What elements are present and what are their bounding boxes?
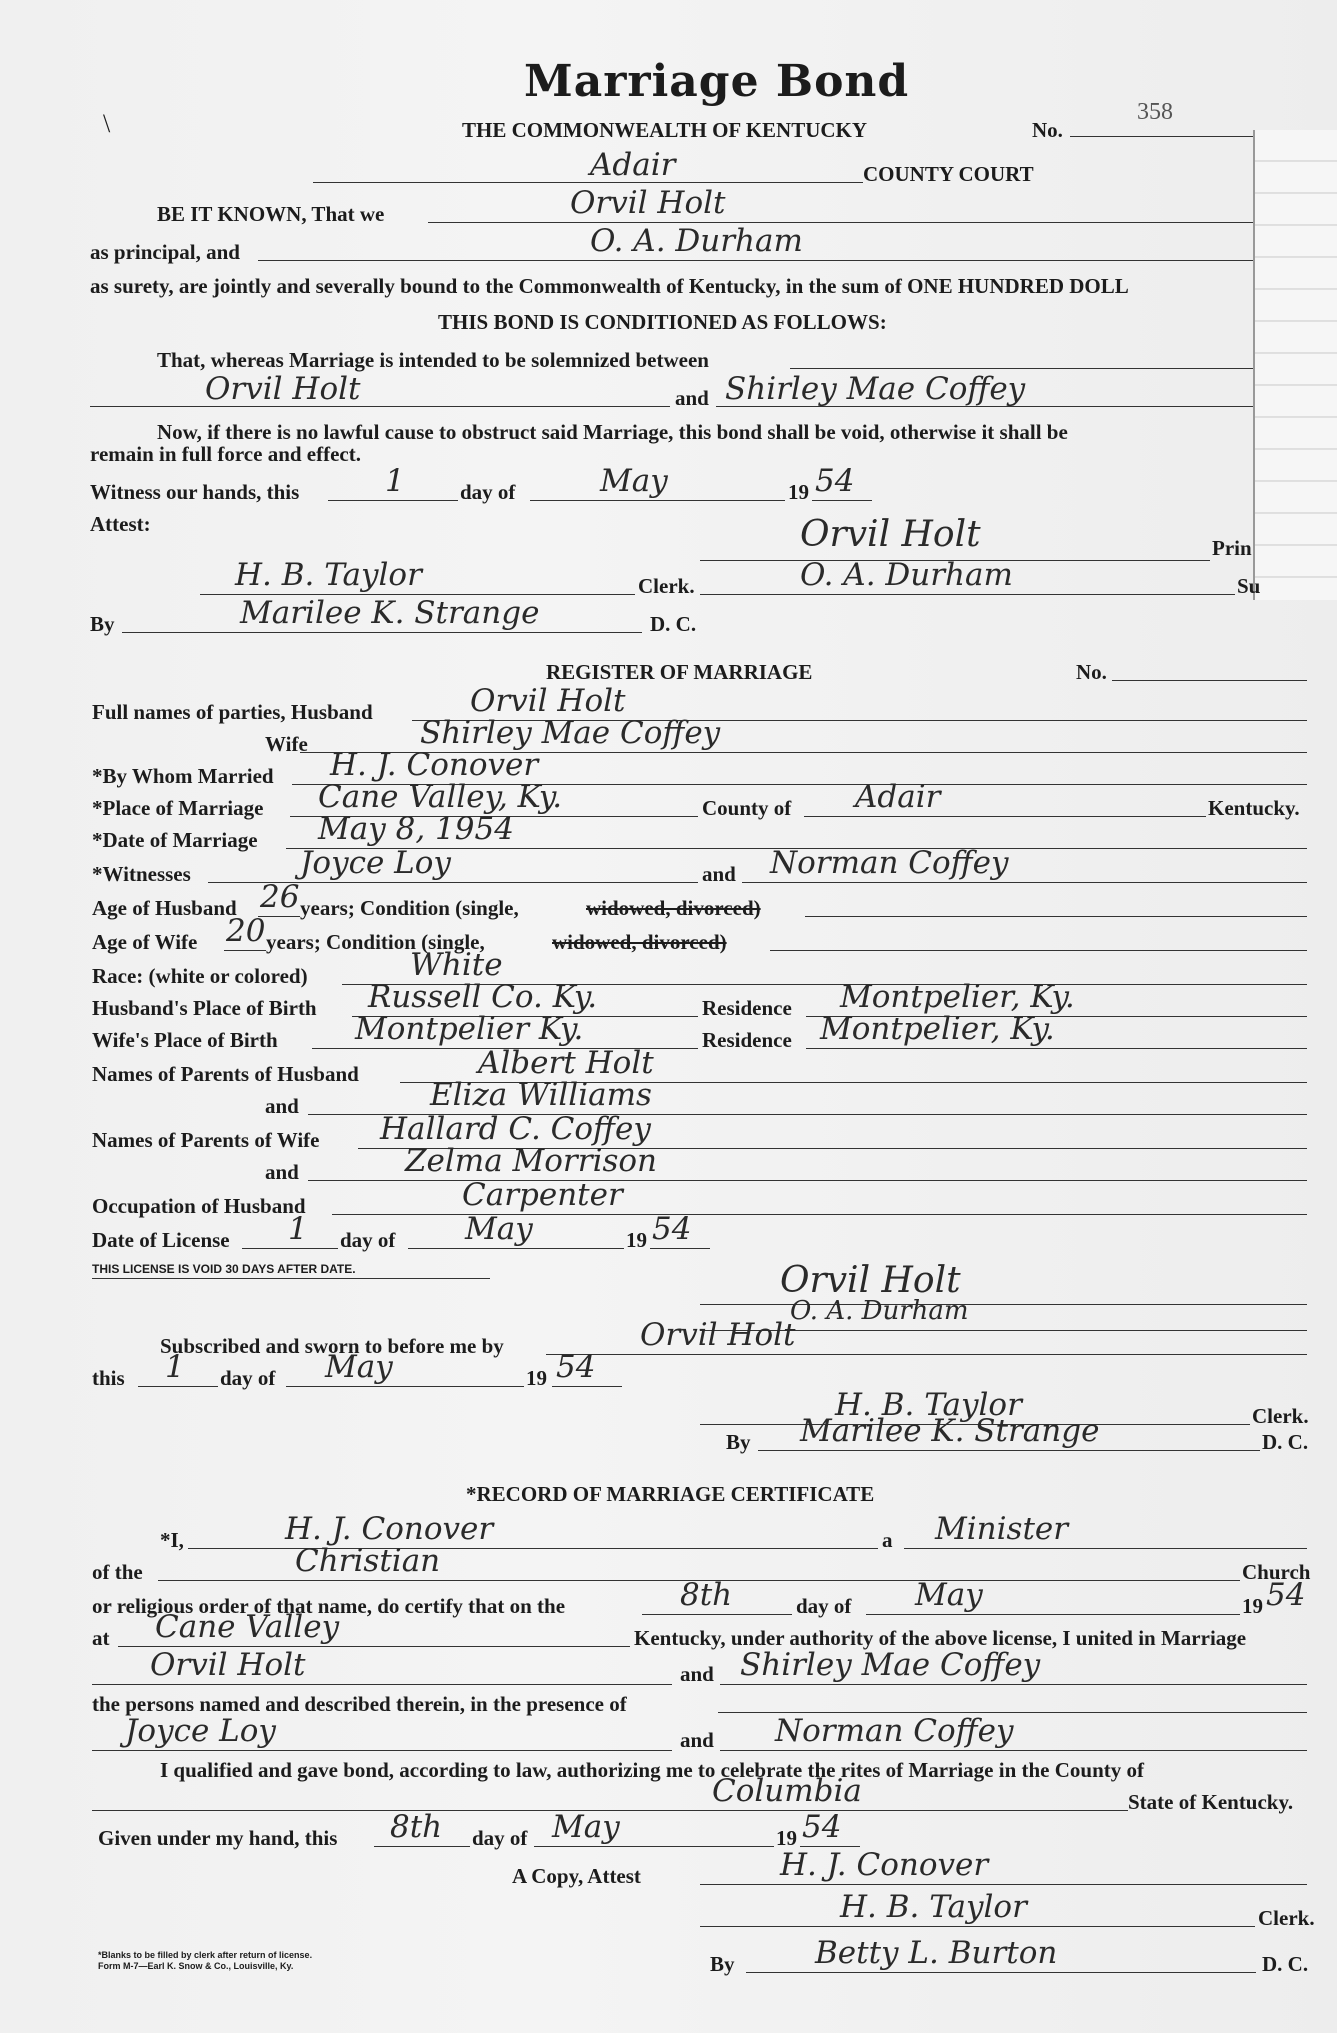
register-dc-signature: Marilee K. Strange bbox=[800, 1413, 1100, 1449]
cert-and-label: and bbox=[680, 1662, 714, 1686]
parent-wife-2: Zelma Morrison bbox=[405, 1143, 658, 1179]
cert-given-year: 54 bbox=[802, 1809, 842, 1845]
cert-given-month: May bbox=[552, 1809, 620, 1845]
witness2-value: Norman Coffey bbox=[770, 845, 1009, 881]
age-husband-value: 26 bbox=[260, 879, 300, 915]
wife-birth-label: Wife's Place of Birth bbox=[92, 1028, 278, 1052]
place-label: *Place of Marriage bbox=[92, 796, 264, 820]
parents-wife-label: Names of Parents of Wife bbox=[92, 1128, 320, 1152]
subscribed-name: Orvil Holt bbox=[640, 1317, 796, 1353]
cert-by-label: By bbox=[710, 1952, 735, 1976]
cert-dc-signature: Betty L. Burton bbox=[815, 1935, 1058, 1971]
cert-county-value: Columbia bbox=[712, 1773, 862, 1809]
copy-attest-label: A Copy, Attest bbox=[512, 1864, 641, 1888]
husband-birth-label: Husband's Place of Birth bbox=[92, 996, 317, 1020]
license-month: May bbox=[465, 1211, 533, 1247]
register-heading: REGISTER OF MARRIAGE bbox=[546, 660, 813, 684]
witnesses-and-label: and bbox=[702, 862, 736, 886]
cert-at-label: at bbox=[92, 1626, 110, 1650]
race-label: Race: (white or colored) bbox=[92, 964, 308, 988]
cert-year-prefix: 19 bbox=[1242, 1594, 1263, 1618]
sworn-day: 1 bbox=[165, 1349, 185, 1385]
parents-husband-label: Names of Parents of Husband bbox=[92, 1062, 359, 1086]
cert-title-value: Minister bbox=[935, 1511, 1069, 1547]
parent-husband-2: Eliza Williams bbox=[430, 1077, 652, 1113]
cert-year: 54 bbox=[1266, 1577, 1306, 1613]
county-of-value: Adair bbox=[855, 779, 941, 815]
license-year: 54 bbox=[652, 1211, 692, 1247]
bond-dc-signature: Marilee K. Strange bbox=[240, 595, 540, 631]
cert-given-day: 8th bbox=[390, 1809, 443, 1845]
cert-i-label: *I, bbox=[160, 1528, 184, 1552]
cert-minister-signature: H. J. Conover bbox=[780, 1847, 989, 1883]
wife-birth-value: Montpelier Ky. bbox=[355, 1011, 584, 1047]
husband-label: Full names of parties, Husband bbox=[92, 700, 373, 724]
sworn-month: May bbox=[325, 1349, 393, 1385]
sworn-this-label: this bbox=[92, 1366, 125, 1390]
cert-a-label: a bbox=[882, 1528, 893, 1552]
cert-given-day-of: day of bbox=[472, 1826, 528, 1850]
footer-note-1: *Blanks to be filled by clerk after return of license. bbox=[98, 1950, 313, 1960]
age-wife-condition: years; Condition (single, bbox=[266, 930, 485, 954]
footer-note-2: Form M-7—Earl K. Snow & Co., Louisville, Ky. bbox=[98, 1961, 294, 1971]
cert-church-label: Church bbox=[1242, 1560, 1311, 1584]
cert-under-authority: Kentucky, under authority of the above license, I united in Marriage bbox=[634, 1626, 1247, 1650]
cert-religious-clause: or religious order of that name, do certify that on the bbox=[92, 1594, 566, 1618]
cert-clerk-signature: H. B. Taylor bbox=[840, 1889, 1027, 1925]
adjacent-page-edge bbox=[1253, 130, 1337, 600]
husband-name: Orvil Holt bbox=[470, 683, 626, 719]
cert-month: May bbox=[915, 1577, 983, 1613]
wife-residence-label: Residence bbox=[702, 1028, 792, 1052]
surety-label: Su bbox=[1237, 574, 1261, 598]
license-day: 1 bbox=[288, 1211, 308, 1247]
commonwealth-heading: THE COMMONWEALTH OF KENTUCKY bbox=[462, 118, 868, 142]
husband-residence-value: Montpelier, Ky. bbox=[840, 979, 1075, 1015]
register-signature-2: O. A. Durham bbox=[790, 1296, 969, 1326]
age-husband-label: Age of Husband bbox=[92, 896, 237, 920]
cert-at-place: Cane Valley bbox=[155, 1609, 340, 1645]
void-notice: THIS LICENSE IS VOID 30 DAYS AFTER DATE. bbox=[92, 1262, 356, 1276]
bond-clerk-label: Clerk. bbox=[638, 574, 695, 598]
county-value: Adair bbox=[590, 147, 676, 183]
cert-party1: Orvil Holt bbox=[150, 1647, 306, 1683]
cert-of-the-label: of the bbox=[92, 1560, 143, 1584]
register-signature-1: Orvil Holt bbox=[780, 1260, 961, 1301]
wife-label: Wife bbox=[265, 732, 308, 756]
subscribed-label: Subscribed and sworn to before me by bbox=[160, 1334, 504, 1358]
kentucky-label: Kentucky. bbox=[1208, 796, 1300, 820]
sworn-year: 54 bbox=[556, 1349, 596, 1385]
remain-clause: remain in full force and effect. bbox=[90, 442, 362, 466]
bond-by-label: By bbox=[90, 612, 115, 636]
bond-no-label: No. bbox=[1032, 118, 1063, 142]
cert-witness-and: and bbox=[680, 1728, 714, 1752]
now-if-clause: Now, if there is no lawful cause to obstruct said Marriage, this bond shall be void, otherwise it shall be bbox=[157, 420, 1068, 444]
document-title: Marriage Bond bbox=[524, 56, 910, 107]
bond-dc-label: D. C. bbox=[650, 612, 697, 636]
register-dc-label: D. C. bbox=[1262, 1430, 1309, 1454]
by-whom-value: H. J. Conover bbox=[330, 747, 539, 783]
whereas-clause: That, whereas Marriage is intended to be solemnized between bbox=[157, 348, 709, 372]
certificate-heading: *RECORD OF MARRIAGE CERTIFICATE bbox=[466, 1482, 875, 1506]
age-wife-label: Age of Wife bbox=[92, 930, 198, 954]
wife-name: Shirley Mae Coffey bbox=[420, 715, 721, 751]
as-principal-label: as principal, and bbox=[90, 240, 240, 264]
cert-given-year-prefix: 19 bbox=[776, 1826, 797, 1850]
date-label: *Date of Marriage bbox=[92, 828, 258, 852]
age-wife-widowed: widowed, divorced) bbox=[552, 930, 727, 954]
witness-label: Witness our hands, this bbox=[90, 480, 300, 504]
occupation-label: Occupation of Husband bbox=[92, 1194, 306, 1218]
wife-residence-value: Montpelier, Ky. bbox=[820, 1011, 1055, 1047]
witnesses-label: *Witnesses bbox=[92, 862, 191, 886]
date-value: May 8, 1954 bbox=[318, 811, 514, 847]
county-of-label: County of bbox=[702, 796, 792, 820]
race-value: White bbox=[410, 947, 503, 983]
stray-mark: \ bbox=[103, 109, 111, 138]
bond-clerk-signature: H. B. Taylor bbox=[235, 557, 422, 593]
cert-dc-label: D. C. bbox=[1262, 1952, 1309, 1976]
bond-party2: Shirley Mae Coffey bbox=[725, 371, 1026, 407]
witness-year-prefix: 19 bbox=[788, 480, 809, 504]
witness-month: May bbox=[600, 463, 668, 499]
occupation-value: Carpenter bbox=[462, 1177, 623, 1213]
cert-minister-name: H. J. Conover bbox=[285, 1511, 494, 1547]
cert-persons-named: the persons named and described therein, in the presence of bbox=[92, 1692, 627, 1716]
parent-wife-1: Hallard C. Coffey bbox=[380, 1111, 651, 1147]
parents-husband-and: and bbox=[265, 1094, 299, 1118]
principal-label: Prin bbox=[1212, 536, 1252, 560]
by-whom-label: *By Whom Married bbox=[92, 764, 274, 788]
surety-signature: O. A. Durham bbox=[800, 557, 1013, 593]
bond-no-value: 358 bbox=[1137, 99, 1173, 125]
witness1-value: Joyce Loy bbox=[300, 845, 451, 881]
husband-residence-label: Residence bbox=[702, 996, 792, 1020]
cert-witness2: Norman Coffey bbox=[775, 1713, 1014, 1749]
age-wife-value: 20 bbox=[226, 913, 266, 949]
witness-year: 54 bbox=[815, 463, 855, 499]
surety-clause: as surety, are jointly and severally bound to the Commonwealth of Kentucky, in the sum of ONE HUNDRED DOLL bbox=[90, 274, 1129, 298]
age-husband-widowed: widowed, divorced) bbox=[586, 896, 761, 920]
place-value: Cane Valley, Ky. bbox=[318, 779, 563, 815]
cert-clerk-label: Clerk. bbox=[1258, 1906, 1315, 1930]
register-clerk-signature: H. B. Taylor bbox=[835, 1387, 1022, 1423]
attest-label: Attest: bbox=[90, 512, 151, 536]
bond-party1: Orvil Holt bbox=[205, 371, 361, 407]
cert-qualified-clause: I qualified and gave bond, according to law, authorizing me to celebrate the rites of Marriage in the County of bbox=[160, 1758, 1145, 1782]
witness-day-of: day of bbox=[460, 480, 516, 504]
parent-husband-1: Albert Holt bbox=[478, 1045, 654, 1081]
cert-church-value: Christian bbox=[295, 1543, 441, 1579]
license-date-label: Date of License bbox=[92, 1228, 230, 1252]
be-it-known-label: BE IT KNOWN, That we bbox=[157, 202, 385, 226]
cert-day: 8th bbox=[680, 1577, 733, 1613]
age-husband-condition: years; Condition (single, bbox=[300, 896, 519, 920]
cert-day-of: day of bbox=[796, 1594, 852, 1618]
witness-day: 1 bbox=[385, 463, 405, 499]
cert-party2: Shirley Mae Coffey bbox=[740, 1647, 1041, 1683]
principal-signature: Orvil Holt bbox=[800, 514, 981, 555]
register-clerk-label: Clerk. bbox=[1252, 1404, 1309, 1428]
parents-wife-and: and bbox=[265, 1160, 299, 1184]
sworn-year-prefix: 19 bbox=[526, 1366, 547, 1390]
cert-witness1: Joyce Loy bbox=[125, 1713, 276, 1749]
license-year-prefix: 19 bbox=[626, 1228, 647, 1252]
sworn-day-of: day of bbox=[220, 1366, 276, 1390]
surety-name: O. A. Durham bbox=[590, 223, 803, 259]
license-day-of: day of bbox=[340, 1228, 396, 1252]
cert-state-label: State of Kentucky. bbox=[1128, 1790, 1294, 1814]
husband-birth-value: Russell Co. Ky. bbox=[368, 979, 598, 1015]
cert-given-label: Given under my hand, this bbox=[98, 1826, 338, 1850]
county-court-label: COUNTY COURT bbox=[863, 162, 1034, 186]
conditioned-heading: THIS BOND IS CONDITIONED AS FOLLOWS: bbox=[438, 310, 887, 334]
register-no-label: No. bbox=[1076, 660, 1107, 684]
register-by-label: By bbox=[726, 1430, 751, 1454]
bond-and-label: and bbox=[675, 386, 709, 410]
principal-name: Orvil Holt bbox=[570, 185, 726, 221]
